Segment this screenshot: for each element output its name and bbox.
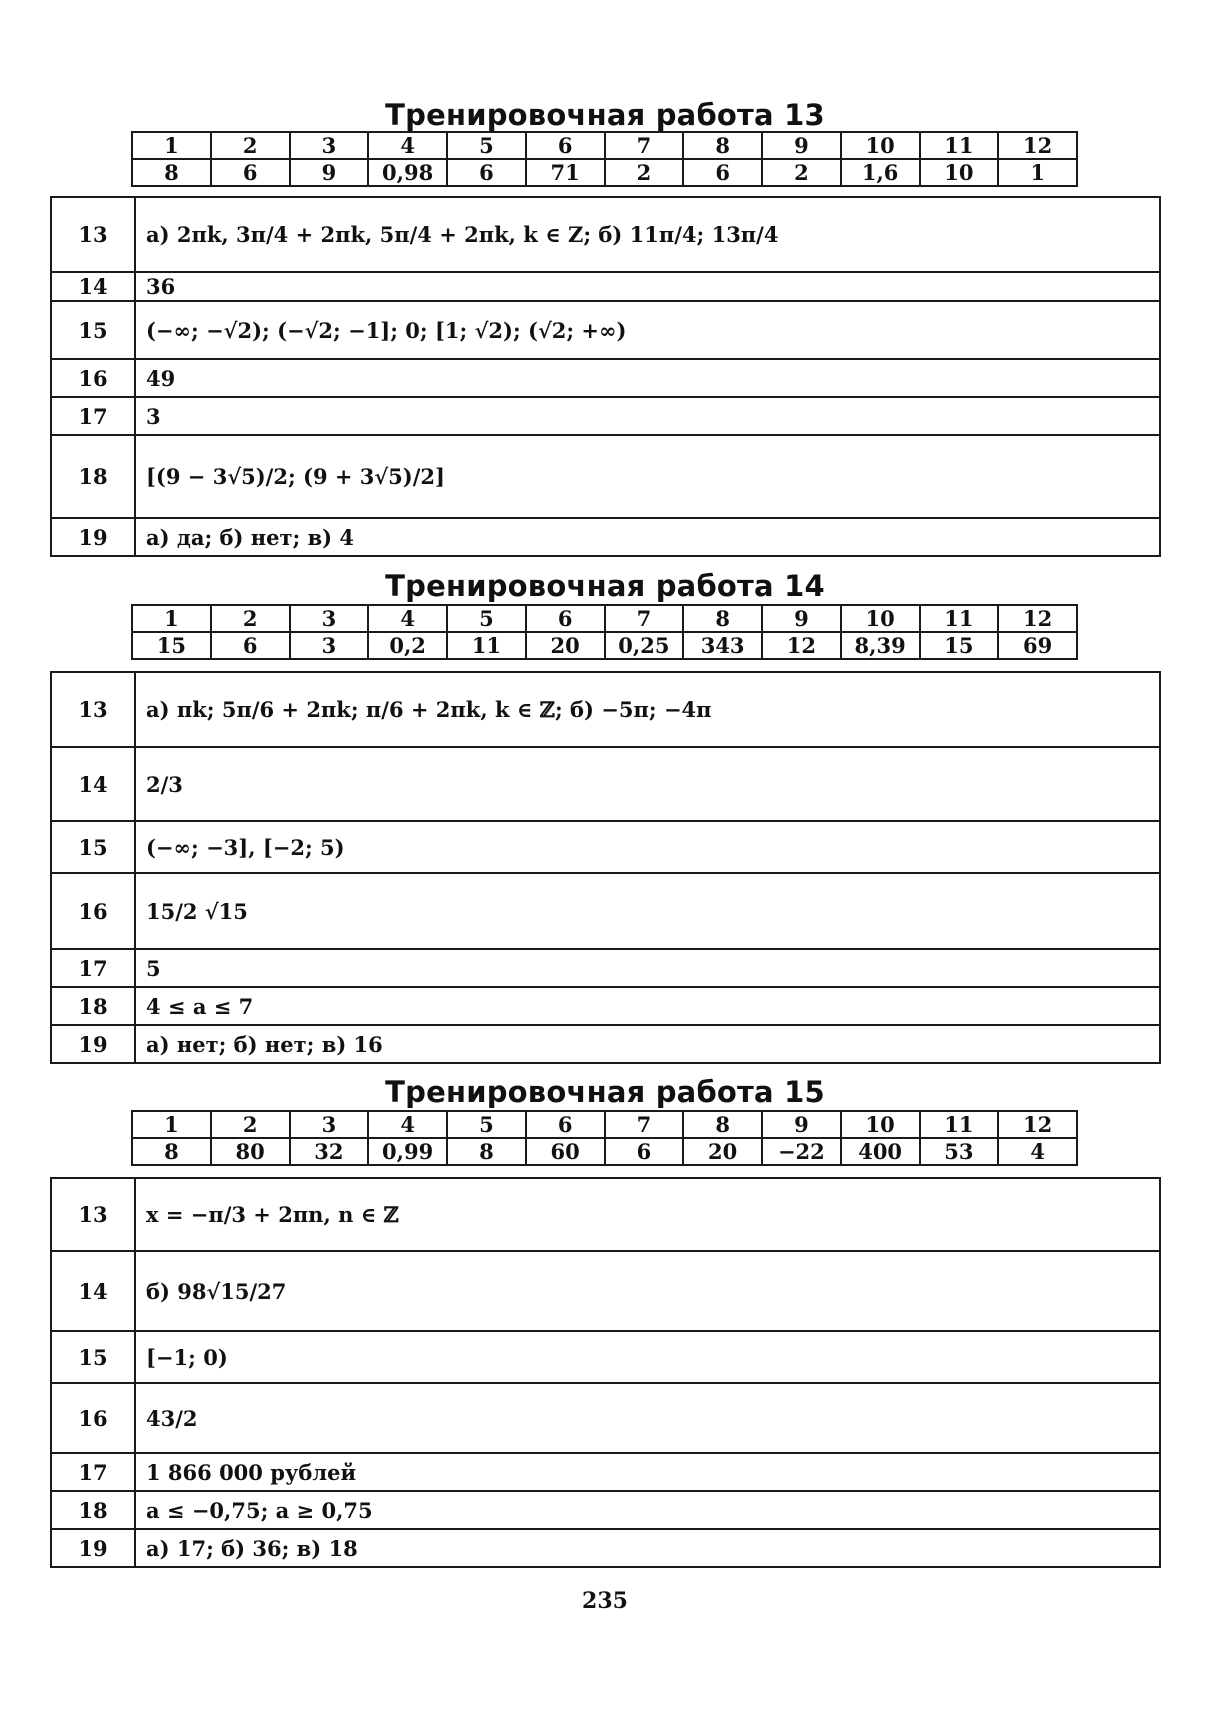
short-header: 1 xyxy=(132,132,211,159)
short-header-row xyxy=(132,605,1077,632)
short-answer: 12 xyxy=(762,632,841,659)
short-header: 10 xyxy=(841,132,920,159)
long-row xyxy=(51,197,1160,272)
short-answer: 4 xyxy=(998,1138,1077,1165)
short-header: 11 xyxy=(920,132,999,159)
short-answer: 8 xyxy=(447,1138,526,1165)
work-13-short-table xyxy=(131,131,1078,187)
short-answer: 6 xyxy=(211,159,290,186)
long-row xyxy=(51,518,1160,556)
short-header: 2 xyxy=(211,1111,290,1138)
short-answer-row xyxy=(132,159,1077,186)
short-answer: 10 xyxy=(920,159,999,186)
short-answer: 80 xyxy=(211,1138,290,1165)
short-answer: 32 xyxy=(290,1138,369,1165)
short-answer: 1,6 xyxy=(841,159,920,186)
task-answer: а) 17; б) 36; в) 18 xyxy=(135,1529,1160,1567)
long-row xyxy=(51,1178,1160,1251)
short-answer: 0,25 xyxy=(605,632,684,659)
short-header: 4 xyxy=(368,605,447,632)
short-header: 6 xyxy=(526,132,605,159)
short-answer: 20 xyxy=(683,1138,762,1165)
work-15-short-table xyxy=(131,1110,1078,1166)
work-14-long-table xyxy=(50,671,1161,1064)
task-number: 13 xyxy=(51,672,135,747)
task-answer: 1 866 000 рублей xyxy=(135,1453,1160,1491)
task-answer: (−∞; −3], [−2; 5) xyxy=(135,821,1160,873)
long-row xyxy=(51,1251,1160,1331)
short-answer: 60 xyxy=(526,1138,605,1165)
short-answer-row xyxy=(132,1138,1077,1165)
long-row xyxy=(51,1331,1160,1383)
task-answer: а) да; б) нет; в) 4 xyxy=(135,518,1160,556)
long-row xyxy=(51,873,1160,949)
task-number: 18 xyxy=(51,435,135,518)
task-answer: 36 xyxy=(135,272,1160,301)
short-header: 3 xyxy=(290,605,369,632)
work-15-title: Тренировочная работа 15 xyxy=(385,1075,825,1109)
short-answer: 1 xyxy=(998,159,1077,186)
short-answer: 8 xyxy=(132,1138,211,1165)
short-header: 7 xyxy=(605,1111,684,1138)
short-header: 12 xyxy=(998,132,1077,159)
task-answer: 3 xyxy=(135,397,1160,435)
long-row xyxy=(51,359,1160,397)
task-number: 18 xyxy=(51,987,135,1025)
page-number: 235 xyxy=(582,1588,628,1614)
short-header: 5 xyxy=(447,132,526,159)
task-number: 15 xyxy=(51,821,135,873)
short-answer: 9 xyxy=(290,159,369,186)
short-answer: 3 xyxy=(290,632,369,659)
long-row xyxy=(51,747,1160,821)
short-header: 12 xyxy=(998,605,1077,632)
short-header: 8 xyxy=(683,1111,762,1138)
long-row xyxy=(51,397,1160,435)
task-number: 16 xyxy=(51,1383,135,1453)
task-number: 17 xyxy=(51,1453,135,1491)
work-14-short-table xyxy=(131,604,1078,660)
work-13-long-table xyxy=(50,196,1161,557)
short-header: 4 xyxy=(368,1111,447,1138)
short-answer: 2 xyxy=(762,159,841,186)
short-answer: 53 xyxy=(920,1138,999,1165)
short-answer: 0,2 xyxy=(368,632,447,659)
short-header: 5 xyxy=(447,605,526,632)
task-answer: 5 xyxy=(135,949,1160,987)
task-number: 13 xyxy=(51,1178,135,1251)
short-header: 9 xyxy=(762,605,841,632)
task-number: 19 xyxy=(51,518,135,556)
short-header: 5 xyxy=(447,1111,526,1138)
short-header: 6 xyxy=(526,605,605,632)
task-number: 15 xyxy=(51,1331,135,1383)
task-number: 17 xyxy=(51,949,135,987)
short-header: 7 xyxy=(605,132,684,159)
short-answer: −22 xyxy=(762,1138,841,1165)
short-header: 3 xyxy=(290,1111,369,1138)
task-number: 17 xyxy=(51,397,135,435)
short-header: 9 xyxy=(762,1111,841,1138)
short-answer: 8,39 xyxy=(841,632,920,659)
short-header: 9 xyxy=(762,132,841,159)
task-number: 14 xyxy=(51,747,135,821)
short-answer: 11 xyxy=(447,632,526,659)
long-row xyxy=(51,821,1160,873)
short-answer: 0,98 xyxy=(368,159,447,186)
short-answer: 20 xyxy=(526,632,605,659)
short-header: 3 xyxy=(290,132,369,159)
task-answer: [−1; 0) xyxy=(135,1331,1160,1383)
short-answer: 15 xyxy=(920,632,999,659)
long-row xyxy=(51,949,1160,987)
short-header: 10 xyxy=(841,1111,920,1138)
task-answer: б) 98√15/27 xyxy=(135,1251,1160,1331)
short-header-row xyxy=(132,132,1077,159)
short-answer: 6 xyxy=(605,1138,684,1165)
long-row xyxy=(51,1383,1160,1453)
task-answer: 2/3 xyxy=(135,747,1160,821)
short-answer-row xyxy=(132,632,1077,659)
short-answer: 15 xyxy=(132,632,211,659)
short-header-row xyxy=(132,1111,1077,1138)
short-header: 1 xyxy=(132,605,211,632)
long-row xyxy=(51,1491,1160,1529)
short-answer: 71 xyxy=(526,159,605,186)
long-row xyxy=(51,272,1160,301)
task-number: 14 xyxy=(51,272,135,301)
work-15-long-table xyxy=(50,1177,1161,1568)
short-answer: 69 xyxy=(998,632,1077,659)
task-number: 14 xyxy=(51,1251,135,1331)
long-row xyxy=(51,301,1160,359)
task-answer: (−∞; −√2); (−√2; −1]; 0; [1; √2); (√2; +∞) xyxy=(135,301,1160,359)
task-number: 18 xyxy=(51,1491,135,1529)
short-header: 11 xyxy=(920,605,999,632)
task-answer: 43/2 xyxy=(135,1383,1160,1453)
short-answer: 6 xyxy=(211,632,290,659)
short-header: 1 xyxy=(132,1111,211,1138)
task-number: 16 xyxy=(51,359,135,397)
short-header: 11 xyxy=(920,1111,999,1138)
task-answer: а) 2πk, 3π/4 + 2πk, 5π/4 + 2πk, k ∈ Z; б) 11π/4; 13π/4 xyxy=(135,197,1160,272)
task-answer: x = −π/3 + 2πn, n ∈ ℤ xyxy=(135,1178,1160,1251)
task-answer: a ≤ −0,75; a ≥ 0,75 xyxy=(135,1491,1160,1529)
short-answer: 400 xyxy=(841,1138,920,1165)
short-header: 4 xyxy=(368,132,447,159)
short-answer: 8 xyxy=(132,159,211,186)
work-14-title: Тренировочная работа 14 xyxy=(385,569,825,603)
task-number: 19 xyxy=(51,1025,135,1063)
long-row xyxy=(51,987,1160,1025)
long-row xyxy=(51,435,1160,518)
task-number: 19 xyxy=(51,1529,135,1567)
short-answer: 6 xyxy=(683,159,762,186)
long-row xyxy=(51,1025,1160,1063)
short-header: 8 xyxy=(683,132,762,159)
short-header: 2 xyxy=(211,132,290,159)
task-number: 16 xyxy=(51,873,135,949)
short-header: 8 xyxy=(683,605,762,632)
short-header: 7 xyxy=(605,605,684,632)
short-header: 10 xyxy=(841,605,920,632)
short-answer: 0,99 xyxy=(368,1138,447,1165)
long-row xyxy=(51,1529,1160,1567)
short-answer: 2 xyxy=(605,159,684,186)
short-header: 6 xyxy=(526,1111,605,1138)
long-row xyxy=(51,1453,1160,1491)
task-answer: 49 xyxy=(135,359,1160,397)
task-answer: 15/2 √15 xyxy=(135,873,1160,949)
short-answer: 343 xyxy=(683,632,762,659)
long-row xyxy=(51,672,1160,747)
short-header: 12 xyxy=(998,1111,1077,1138)
short-header: 2 xyxy=(211,605,290,632)
task-answer: а) нет; б) нет; в) 16 xyxy=(135,1025,1160,1063)
task-answer: [(9 − 3√5)/2; (9 + 3√5)/2] xyxy=(135,435,1160,518)
task-number: 15 xyxy=(51,301,135,359)
work-13-title: Тренировочная работа 13 xyxy=(385,98,825,132)
short-answer: 6 xyxy=(447,159,526,186)
task-answer: а) πk; 5π/6 + 2πk; π/6 + 2πk, k ∈ ℤ; б) −5π; −4π xyxy=(135,672,1160,747)
task-answer: 4 ≤ a ≤ 7 xyxy=(135,987,1160,1025)
task-number: 13 xyxy=(51,197,135,272)
